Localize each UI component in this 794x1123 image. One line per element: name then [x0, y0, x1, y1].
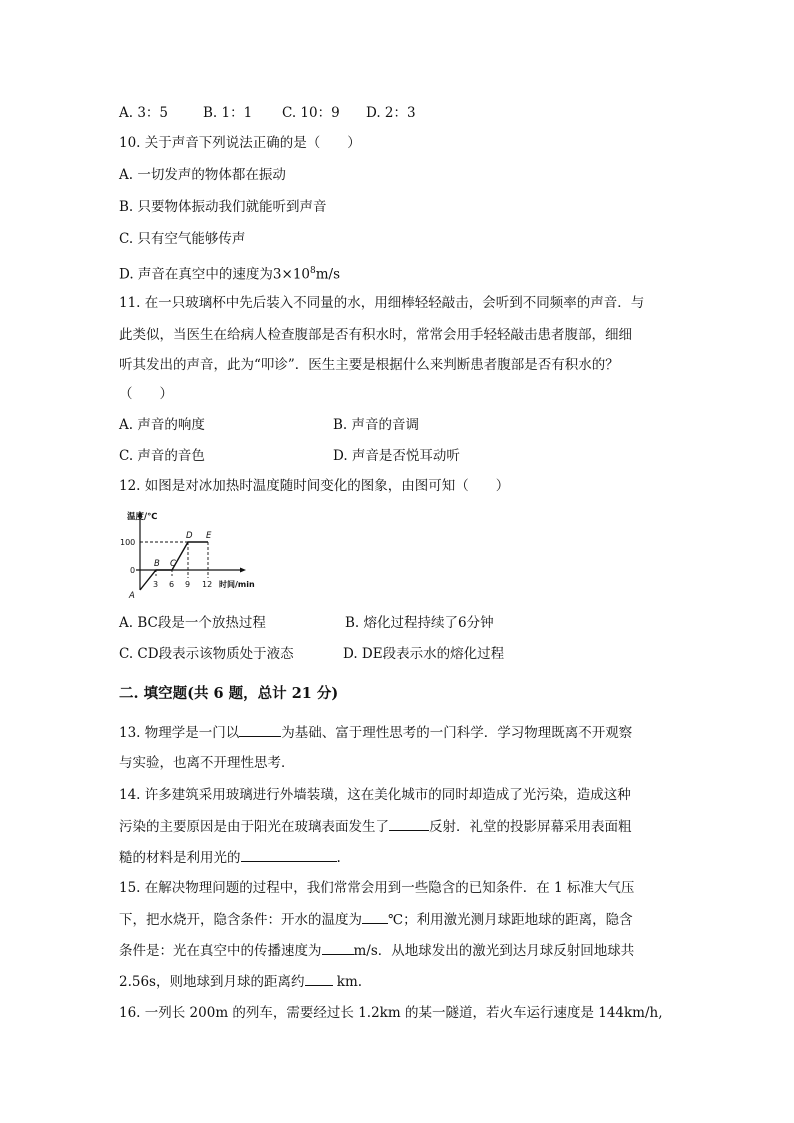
- q14-line3-post: .: [336, 850, 341, 866]
- q15-line-4: [119, 972, 362, 991]
- q11-option-d: D. 声音是否悦耳动听: [333, 448, 460, 464]
- q11-line-3: 听其发出的声音，此为“叩诊”．医生主要是根据什么来判断患者腹部是否有积水的？: [119, 357, 619, 373]
- q10-option-b: B. 只要物体振动我们就能听到声音: [119, 199, 327, 215]
- q14-line-3: [119, 848, 341, 867]
- q10-option-c: C. 只有空气能够传声: [119, 231, 246, 247]
- graph-y-label: 温度/℃: [127, 512, 158, 522]
- q10-option-d: [119, 262, 340, 284]
- q15-line3-post: m/s．从地球发出的激光到达月球反射回地球共: [353, 943, 635, 959]
- graph-point-e: E: [206, 531, 212, 541]
- graph-point-d: D: [186, 531, 193, 541]
- graph-x-tick-3: 3: [153, 580, 159, 589]
- q15-line4-post: km.: [332, 974, 363, 990]
- q13-text-pre: 13. 物理学是一门以: [119, 725, 240, 741]
- q14-line-2: [119, 817, 632, 836]
- q9-option-c: C. 10：9: [282, 105, 340, 121]
- q9-option-d: D. 2：3: [366, 105, 416, 121]
- q15-line2-pre: 下，把水烧开，隐含条件：开水的温度为: [119, 912, 362, 928]
- q14-text-pre: 污染的主要原因是由于阳光在玻璃表面发生了: [119, 819, 389, 835]
- q15-line-1: 15. 在解决物理问题的过程中，我们常常会用到一些隐含的已知条件．在 1 标准大气压: [119, 880, 635, 896]
- q16-line-1: 16. 一列长 200m 的列车，需要经过长 1.2km 的某一隧道，若火车运行速度是 144km/h,: [119, 1005, 663, 1021]
- q13-line-2: 与实验，也离不开理性思考．: [119, 755, 295, 771]
- q11-option-b: B. 声音的音调: [333, 417, 420, 433]
- q15-blank-1: [362, 910, 388, 924]
- q12-temperature-graph: [120, 508, 268, 600]
- q15-line4-pre: 2.56s，则地球到月球的距离约: [119, 974, 305, 990]
- q15-line3-pre: 条件是：光在真空中的传播速度为: [119, 943, 322, 959]
- q12-option-c: C. CD段表示该物质处于液态: [119, 646, 294, 662]
- q13-text-post: 为基础、富于理性思考的一门科学．学习物理既离不开观察: [281, 725, 633, 741]
- q15-line-3: [119, 941, 634, 960]
- q9-option-b: B. 1：1: [203, 105, 253, 121]
- q14-blank-1: [389, 817, 429, 831]
- q11-line-1: 11. 在一只玻璃杯中先后装入不同量的水，用细棒轻轻敲击，会听到不同频率的声音．与: [119, 295, 645, 311]
- q12-option-d: D. DE段表示水的熔化过程: [343, 646, 505, 662]
- graph-point-a: A: [129, 591, 135, 600]
- graph-x-arrow: [240, 568, 246, 573]
- q11-line-2: 此类似，当医生在给病人检查腹部是否有积水时，常常会用手轻轻敲击患者腹部，细细: [119, 327, 632, 343]
- graph-x-tick-12: 12: [202, 580, 213, 589]
- q15-blank-3: [305, 972, 333, 986]
- q10-option-d-text: D. 声音在真空中的速度为3×10: [119, 266, 311, 283]
- q14-text-post: 反射．礼堂的投影屏幕采用表面粗: [429, 819, 632, 835]
- q15-blank-2: [322, 941, 354, 955]
- q9-option-a: A. 3：5: [119, 105, 169, 121]
- q11-answer-paren: （ ）: [119, 386, 173, 402]
- q12-option-a: A. BC段是一个放热过程: [119, 615, 266, 631]
- q10-stem: 10. 关于声音下列说法正确的是（ ）: [119, 135, 361, 151]
- q15-line-2: [119, 910, 633, 929]
- q12-option-b: B. 熔化过程持续了6分钟: [345, 615, 494, 631]
- graph-y-tick-0: 0: [130, 566, 136, 575]
- graph-point-b: B: [154, 559, 160, 569]
- graph-x-tick-9: 9: [185, 580, 191, 589]
- graph-point-c: C: [170, 559, 176, 569]
- q12-stem: 12. 如图是对冰加热时温度随时间变化的图象，由图可知（ ）: [119, 478, 510, 494]
- graph-x-tick-6: 6: [169, 580, 175, 589]
- q14-line3-pre: 糙的材料是利用光的: [119, 850, 241, 866]
- q10-option-a: A. 一切发声的物体都在振动: [119, 167, 286, 183]
- q13-line-1: [119, 723, 632, 742]
- q15-line2-post: ℃；利用激光测月球距地球的距离，隐含: [388, 912, 633, 928]
- graph-x-label: 时间/min: [219, 580, 255, 589]
- q11-option-c: C. 声音的音色: [119, 448, 205, 464]
- q14-blank-2: [241, 848, 337, 862]
- q10-option-d-unit: m/s: [315, 266, 341, 283]
- q13-blank: [239, 723, 281, 737]
- graph-y-tick-100: 100: [120, 538, 136, 547]
- q10-option-d-exponent: 8: [310, 266, 316, 276]
- q14-line-1: 14. 许多建筑采用玻璃进行外墙装璜，这在美化城市的同时却造成了光污染，造成这种: [119, 787, 631, 803]
- section-title-fill-in: 二. 填空题(共 6 题，总计 21 分): [119, 685, 339, 702]
- q11-option-a: A. 声音的响度: [119, 417, 205, 433]
